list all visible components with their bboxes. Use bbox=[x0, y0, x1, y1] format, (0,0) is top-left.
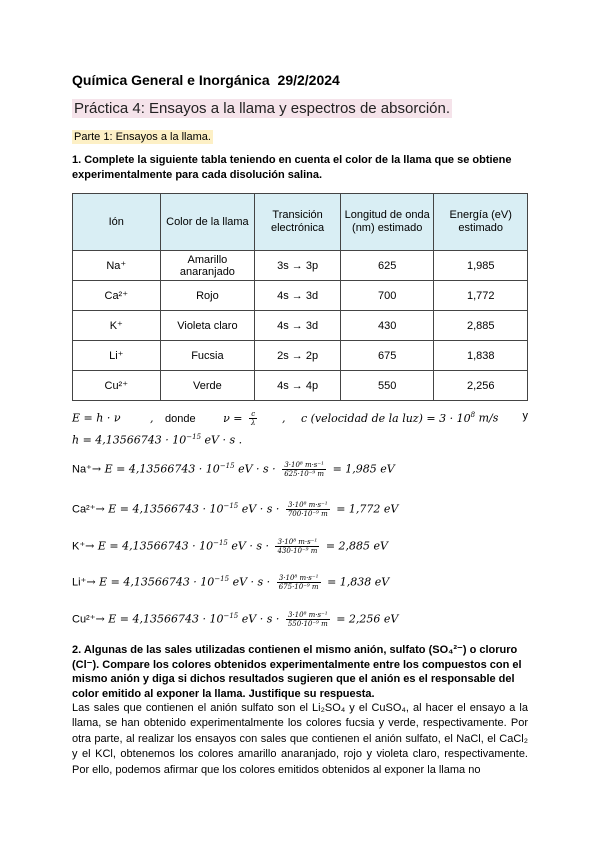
cell-energy: 2,256 bbox=[434, 371, 528, 401]
cell-wavelength: 550 bbox=[340, 371, 434, 401]
cell-wavelength: 700 bbox=[340, 281, 434, 311]
cell-energy: 1,838 bbox=[434, 341, 528, 371]
planck-constant bbox=[72, 433, 242, 447]
header-transition: Transición electrónica bbox=[255, 194, 341, 251]
document-header bbox=[72, 72, 340, 88]
cell-transition: 3s → 3p bbox=[255, 251, 341, 281]
calc-ion: Ca²⁺ bbox=[72, 503, 96, 516]
calc-result: = 2,885 eV bbox=[325, 539, 388, 553]
calc-fraction bbox=[286, 501, 330, 518]
table-row bbox=[73, 371, 528, 401]
cell-ion: Ca²⁺ bbox=[73, 281, 161, 311]
calc-exp: −15 bbox=[223, 611, 239, 620]
calc-lhs: → E = 4,13566743 · 10 bbox=[91, 462, 220, 476]
cell-wavelength: 430 bbox=[340, 311, 434, 341]
cell-transition: 2s → 2p bbox=[255, 341, 341, 371]
flame-test-table bbox=[72, 193, 528, 401]
cell-color: Violeta claro bbox=[160, 311, 255, 341]
cell-wavelength: 675 bbox=[340, 341, 434, 371]
calc-numerator: 3·10⁸ m·s⁻¹ bbox=[277, 574, 321, 583]
calc-lhs: → E = 4,13566743 · 10 bbox=[95, 502, 224, 516]
calc-fraction bbox=[282, 461, 326, 478]
conjunction-y: y bbox=[522, 410, 528, 422]
cell-ion: Li⁺ bbox=[73, 341, 161, 371]
calc-unit: eV · s · bbox=[241, 502, 280, 516]
speed-unit: m/s bbox=[478, 411, 499, 425]
planck-exponent: −15 bbox=[186, 433, 202, 441]
calc-numerator: 3·10⁸ m·s⁻¹ bbox=[286, 611, 330, 620]
cell-transition: 4s → 3d bbox=[255, 281, 341, 311]
calc-fraction bbox=[277, 574, 321, 591]
cell-wavelength: 625 bbox=[340, 251, 434, 281]
table-row bbox=[73, 341, 528, 371]
table-row bbox=[73, 311, 528, 341]
calc-numerator: 3·10⁸ m·s⁻¹ bbox=[275, 538, 319, 547]
planck-unit: eV · s . bbox=[204, 433, 243, 447]
part-heading: Parte 1: Ensayos a la llama. bbox=[74, 131, 211, 143]
calc-result: = 1,772 eV bbox=[336, 502, 399, 516]
calc-numerator: 3·10⁸ m·s⁻¹ bbox=[286, 501, 330, 510]
cell-color: Amarillo anaranjado bbox=[160, 251, 255, 281]
calc-unit: eV · s · bbox=[241, 612, 280, 626]
frequency-equation: ν = bbox=[223, 411, 243, 425]
cell-color: Verde bbox=[160, 371, 255, 401]
calc-den-suffix: ·10⁻⁹ m bbox=[301, 510, 328, 518]
table-row bbox=[73, 281, 528, 311]
calc-line bbox=[72, 501, 398, 518]
calc-result: = 1,838 eV bbox=[327, 575, 390, 589]
calc-unit: eV · s · bbox=[232, 575, 271, 589]
calc-line bbox=[72, 461, 395, 478]
calc-exp: −15 bbox=[223, 501, 239, 510]
practice-title: Práctica 4: Ensayos a la llama y espectros de absorción. bbox=[74, 100, 451, 117]
calc-lhs: → E = 4,13566743 · 10 bbox=[95, 612, 224, 626]
calc-line bbox=[72, 538, 388, 555]
energy-equation: E = h · ν bbox=[72, 411, 121, 425]
calc-exp: −15 bbox=[213, 538, 228, 547]
question-1: 1. Complete la siguiente tabla teniendo en cuenta el color de la llama que se obtiene experimentalmente para cada disolución salina. bbox=[72, 154, 512, 181]
cell-energy: 1,772 bbox=[434, 281, 528, 311]
calc-ion: Li⁺ bbox=[72, 576, 87, 589]
calc-den-suffix: ·10⁻⁹ m bbox=[297, 470, 325, 478]
header-wavelength: Longitud de onda (nm) estimado bbox=[340, 194, 434, 251]
calc-unit: eV · s · bbox=[231, 539, 269, 553]
course-title: Química General e Inorgánica bbox=[72, 72, 270, 88]
answer-2: Las sales que contienen el anión sulfato son el Li₂SO₄ y el CuSO₄, al hacer el ensayo a la llama, se han obtenido experimentalmente los colores fucsia y verde, respectivamente. Por otra parte, al realizar los ensayos con sales que contienen el anión sulfato, el NaCl, el CaCl₂ y el KCl, obtenemos los colores amarillo anaranjado, rojo y violeta claro, respectivamente. Por ello, podemos afirmar que los colores emitidos obtenidos al exponer la llama no bbox=[72, 702, 528, 776]
header-color: Color de la llama bbox=[160, 194, 255, 251]
speed-exponent: 8 bbox=[470, 410, 476, 419]
calc-line bbox=[72, 611, 398, 628]
cell-ion: Cu²⁺ bbox=[73, 371, 161, 401]
calc-fraction bbox=[275, 538, 319, 555]
frequency-fraction: $\frac{c}{\lambda}$ bbox=[251, 410, 256, 427]
calc-fraction bbox=[286, 611, 330, 628]
document-date: 29/2/2024 bbox=[277, 72, 340, 88]
speed-of-light: c (velocidad de la luz) = 3 · 10 bbox=[300, 411, 471, 425]
calc-den-suffix: ·10⁻⁹ m bbox=[292, 583, 319, 591]
cell-energy: 2,885 bbox=[434, 311, 528, 341]
cell-ion: K⁺ bbox=[73, 311, 161, 341]
question-2: 2. Algunas de las sales utilizadas contienen el mismo anión, sulfato (SO₄²⁻) o cloruro (Cl⁻). Compare los colores obtenidos experimentalmente entre los compuestos con el mismo anión y diga si dichos resultados sugieren que el anión es el responsable del color emitido al exponer la llama. Justifique su respuesta. bbox=[72, 644, 522, 700]
donde-label: donde bbox=[165, 412, 196, 425]
cell-color: Fucsia bbox=[160, 341, 255, 371]
calc-lhs: → E = 4,13566743 · 10 bbox=[86, 575, 215, 589]
calc-ion: K⁺ bbox=[72, 540, 86, 553]
calc-result: = 2,256 eV bbox=[336, 612, 399, 626]
calc-numerator: 3·10⁸ m·s⁻¹ bbox=[282, 461, 326, 470]
cell-ion: Na⁺ bbox=[73, 251, 161, 281]
calc-ion: Cu²⁺ bbox=[72, 613, 96, 626]
calc-wavelength: 700 bbox=[287, 510, 302, 518]
calc-lhs: → E = 4,13566743 · 10 bbox=[85, 539, 214, 553]
calc-unit: eV · s · bbox=[238, 462, 276, 476]
cell-energy: 1,985 bbox=[434, 251, 528, 281]
header-ion: Ión bbox=[73, 194, 161, 251]
planck-value: h = 4,13566743 · 10 bbox=[72, 433, 187, 447]
calc-wavelength: 550 bbox=[287, 620, 302, 628]
calc-wavelength: 625 bbox=[284, 470, 298, 478]
calc-den-suffix: ·10⁻⁹ m bbox=[301, 620, 328, 628]
cell-transition: 4s → 3d bbox=[255, 311, 341, 341]
calc-wavelength: 430 bbox=[277, 547, 291, 555]
table-row bbox=[73, 251, 528, 281]
calc-exp: −15 bbox=[219, 461, 235, 470]
calc-line bbox=[72, 574, 389, 591]
calc-wavelength: 675 bbox=[278, 583, 293, 591]
cell-transition: 4s → 4p bbox=[255, 371, 341, 401]
formula-definitions: E = h · ν , donde ν = $\frac{c}{\lambda}$ , c (velocidad de la $luz) = 3 \cdot 10^8$ m/s y bbox=[72, 410, 528, 427]
calc-den-suffix: ·10⁻⁹ m bbox=[290, 547, 318, 555]
header-energy: Energía (eV) estimado bbox=[434, 194, 528, 251]
calc-ion: Na⁺ bbox=[72, 463, 92, 476]
table-header-row bbox=[73, 194, 528, 251]
calc-result: = 1,985 eV bbox=[332, 462, 395, 476]
calc-exp: −15 bbox=[214, 574, 230, 583]
cell-color: Rojo bbox=[160, 281, 255, 311]
